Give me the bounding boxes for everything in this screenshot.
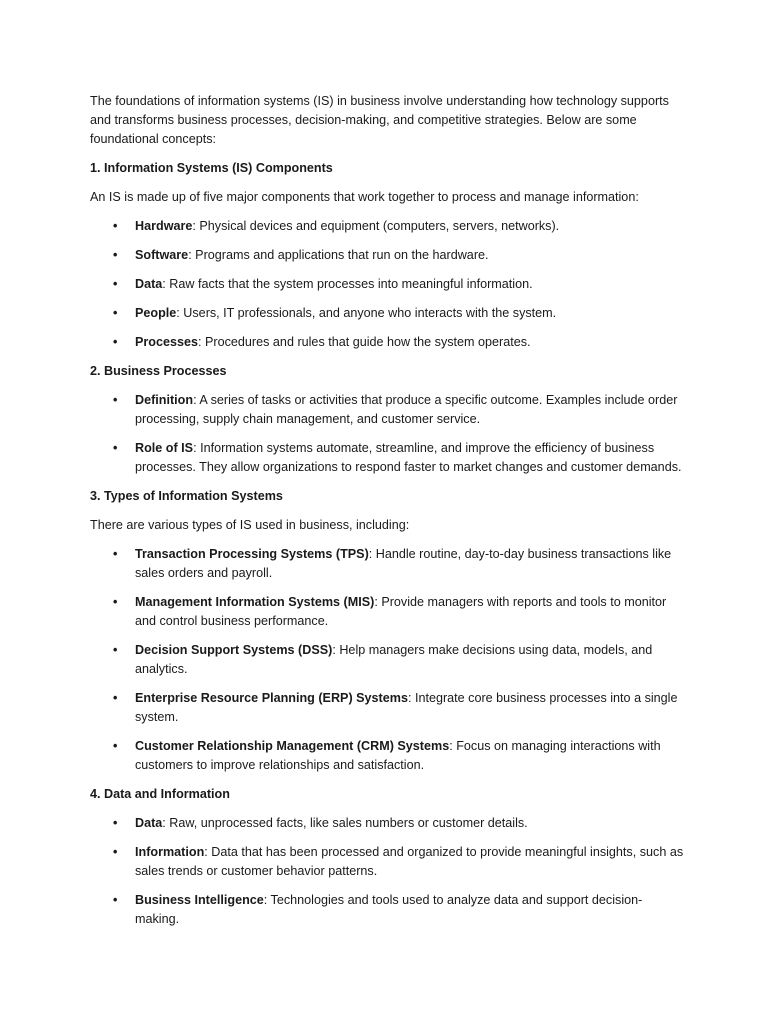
list-item-desc: : Raw facts that the system processes into meaningful information. <box>162 277 533 291</box>
list-item <box>90 439 686 477</box>
list-item <box>90 843 686 881</box>
bullet-list <box>90 814 686 929</box>
list-item <box>90 641 686 679</box>
bullet-list <box>90 391 686 477</box>
list-item-term: Information <box>135 845 205 859</box>
list-item-term: Definition <box>135 393 194 407</box>
list-item <box>90 891 686 929</box>
list-item-term: People <box>135 306 177 320</box>
list-item-term: Decision Support Systems (DSS) <box>135 643 333 657</box>
list-item-desc: : A series of tasks or activities that produce a specific outcome. Examples include order processing, supply chain management, and customer service. <box>135 393 678 426</box>
list-item-term: Processes <box>135 335 199 349</box>
list-item-desc: : Physical devices and equipment (computers, servers, networks). <box>192 219 560 233</box>
list-item-desc: : Data that has been processed and organized to provide meaningful insights, such as sales trends or customer behavior patterns. <box>135 845 684 878</box>
list-item-term: Customer Relationship Management (CRM) Systems <box>135 739 450 753</box>
list-item-term: Management Information Systems (MIS) <box>135 595 375 609</box>
list-item-term: Role of IS <box>135 441 194 455</box>
list-item-term: Software <box>135 248 189 262</box>
list-item-term: Business Intelligence <box>135 893 264 907</box>
list-item-term: Hardware <box>135 219 193 233</box>
list-item-desc: : Programs and applications that run on the hardware. <box>188 248 489 262</box>
list-item-desc: : Users, IT professionals, and anyone who interacts with the system. <box>176 306 557 320</box>
list-item-desc: : Information systems automate, streamline, and improve the efficiency of business processes. They allow organizations to respond faster to market changes and customer demands. <box>135 441 682 474</box>
list-item-desc: : Technologies and tools used to analyze data and support decision-making. <box>135 893 643 926</box>
list-item-term: Data <box>135 816 163 830</box>
list-item-desc: : Raw, unprocessed facts, like sales numbers or customer details. <box>162 816 528 830</box>
list-item <box>90 814 686 833</box>
list-item <box>90 689 686 727</box>
intro-paragraph: The foundations of information systems (IS) in business involve understanding how technology supports and transforms business processes, decision-making, and competitive strategies. Below are some foundational concepts: <box>90 94 669 146</box>
list-item-desc: : Focus on managing interactions with customers to improve relationships and satisfaction. <box>135 739 661 772</box>
list-item <box>90 545 686 583</box>
section-lead: An IS is made up of five major components that work together to process and manage information: <box>90 190 639 204</box>
bullet-list <box>90 545 686 775</box>
list-item <box>90 246 686 265</box>
document-page <box>90 92 686 939</box>
list-item-desc: : Help managers make decisions using data, models, and analytics. <box>135 643 653 676</box>
section-heading: 3. Types of Information Systems <box>90 489 283 503</box>
list-item <box>90 737 686 775</box>
section-lead: There are various types of IS used in business, including: <box>90 518 410 532</box>
section-heading: 1. Information Systems (IS) Components <box>90 161 333 175</box>
list-item-desc: : Handle routine, day-to-day business transactions like sales orders and payroll. <box>135 547 672 580</box>
section-heading: 2. Business Processes <box>90 364 227 378</box>
list-item <box>90 275 686 294</box>
bullet-list <box>90 217 686 352</box>
list-item <box>90 304 686 323</box>
list-item <box>90 391 686 429</box>
list-item <box>90 593 686 631</box>
list-item <box>90 217 686 236</box>
list-item <box>90 333 686 352</box>
list-item-term: Enterprise Resource Planning (ERP) Systems <box>135 691 408 705</box>
list-item-desc: : Provide managers with reports and tools to monitor and control business performance. <box>135 595 667 628</box>
section-heading: 4. Data and Information <box>90 787 230 801</box>
list-item-desc: : Integrate core business processes into a single system. <box>135 691 678 724</box>
list-item-term: Transaction Processing Systems (TPS) <box>135 547 369 561</box>
list-item-desc: : Procedures and rules that guide how the system operates. <box>198 335 531 349</box>
list-item-term: Data <box>135 277 163 291</box>
